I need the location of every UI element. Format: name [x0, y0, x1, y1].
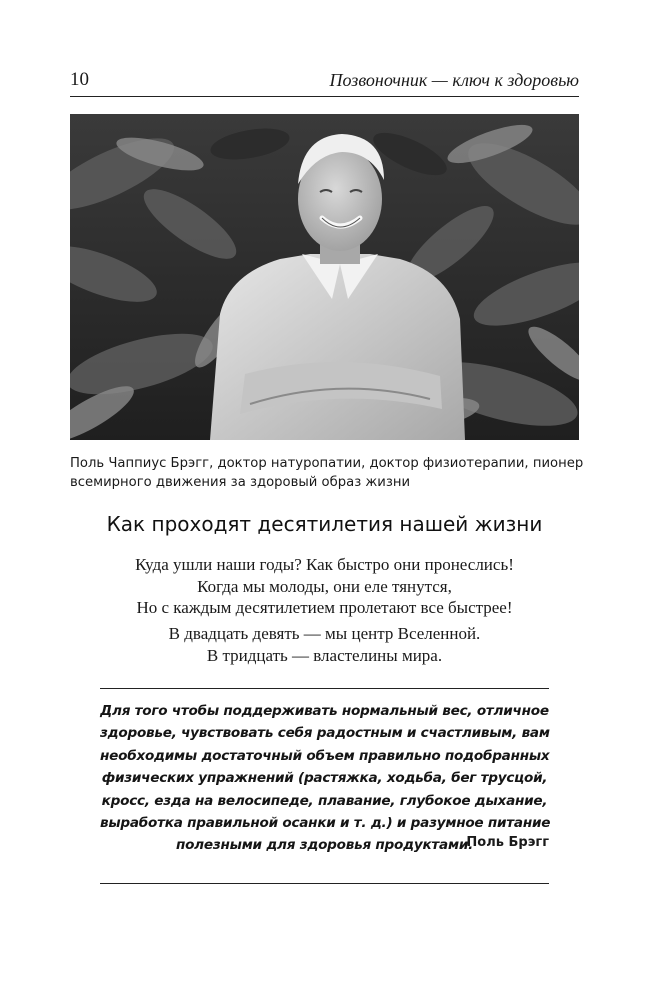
running-head — [70, 68, 579, 97]
running-title: Позвоночник — ключ к здоровью — [329, 70, 579, 90]
portrait-illustration — [70, 114, 579, 440]
quote-line: выработка правильной осанки и т. д.) и разумное питание — [100, 815, 551, 832]
poem-line: Когда мы молоды, они еле тянутся, — [197, 576, 452, 596]
poem-stanza — [70, 554, 579, 619]
poem-line: Куда ушли наши годы? Как быстро они пронеслись! — [135, 555, 514, 574]
quote-line: полезными для здоровья продуктами. — [175, 837, 474, 854]
quote-line: Для того чтобы поддерживать нормальный вес, отличное — [100, 703, 549, 719]
portrait-photo — [70, 114, 579, 440]
poem-stanza — [70, 623, 579, 666]
photo-caption — [70, 454, 584, 492]
poem-line: В тридцать — властелины мира. — [206, 645, 443, 665]
quote-line: необходимы достаточный объем правильно подобранных — [100, 747, 550, 764]
quote-author: Поль Брэгг — [466, 835, 549, 850]
quote-line: кросс, езда на велосипеде, плавание, глубокое дыхание, — [101, 792, 548, 809]
poem-line: В двадцать девять — мы центр Вселенной. — [168, 624, 481, 643]
caption-line: всемирного движения за здоровый образ жизни — [70, 475, 411, 490]
poem-line: Но с каждым десятилетием пролетают все быстрее! — [136, 598, 513, 617]
poem-title: Как проходят десятилетия нашей жизни — [106, 512, 543, 536]
quote-line: здоровье, чувствовать себя радостным и счастливым, вам — [100, 725, 550, 742]
quote-box — [100, 688, 549, 884]
caption-line: Поль Чаппиус Брэгг, доктор натуропатии, доктор физиотерапии, пионер — [70, 456, 584, 471]
quote-line: физических упражнений (растяжка, ходьба, бег трусцой, — [101, 770, 548, 787]
page-number: 10 — [70, 69, 89, 90]
